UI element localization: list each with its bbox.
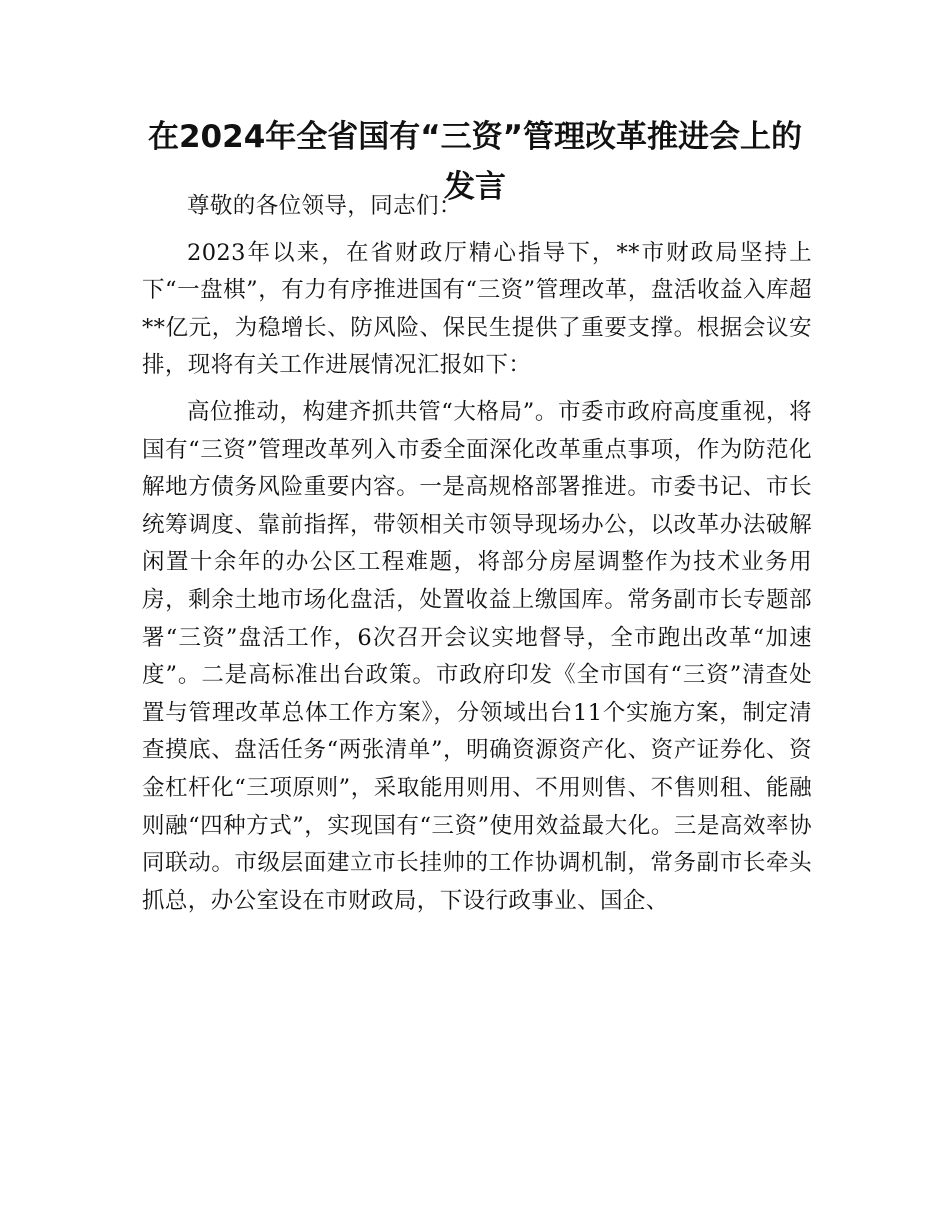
document-body xyxy=(142,188,812,929)
paragraph-section-1: 高位推动，构建齐抓共管“大格局”。市委市政府高度重视，将国有“三资”管理改革列入市委全面深化改革重点事项，作为防范化解地方债务风险重要内容。一是高规格部署推进。市委书记、市长统筹调度、靠前指挥，带领相关市领导现场办公，以改革办法破解闲置十余年的办公区工程难题，将部分房屋调整作为技术业务用房，剩余土地市场化盘活，处置收益上缴国库。常务副市长专题部署“三资”盘活工作，6次召开会议实地督导，全市跑出改革“加速度”。二是高标准出台政策。市政府印发《全市国有“三资”清查处置与管理改革总体工作方案》，分领域出台11个实施方案，制定清查摸底、盘活任务“两张清单”，明确资源资产化、资产证券化、资金杠杆化“三项原则”，采取能用则用、不用则售、不售则租、能融则融“四种方式”，实现国有“三资”使用效益最大化。三是高效率协同联动。市级层面建立市长挂帅的工作协调机制，常务副市长牵头抓总，办公室设在市财政局，下设行政事业、国企、 xyxy=(142,398,812,914)
salutation: 尊敬的各位领导，同志们： xyxy=(187,193,462,219)
paragraph-intro: 2023年以来，在省财政厅精心指导下，**市财政局坚持上下“一盘棋”，有力有序推进国有“三资”管理改革，盘活收益入库超**亿元，为稳增长、防风险、保民生提供了重要支撑。根据会议安排，现将有关工作进展情况汇报如下： xyxy=(142,239,812,379)
document-title: 在2024年全省国有“三资”管理改革推进会上的发言 xyxy=(147,119,803,205)
